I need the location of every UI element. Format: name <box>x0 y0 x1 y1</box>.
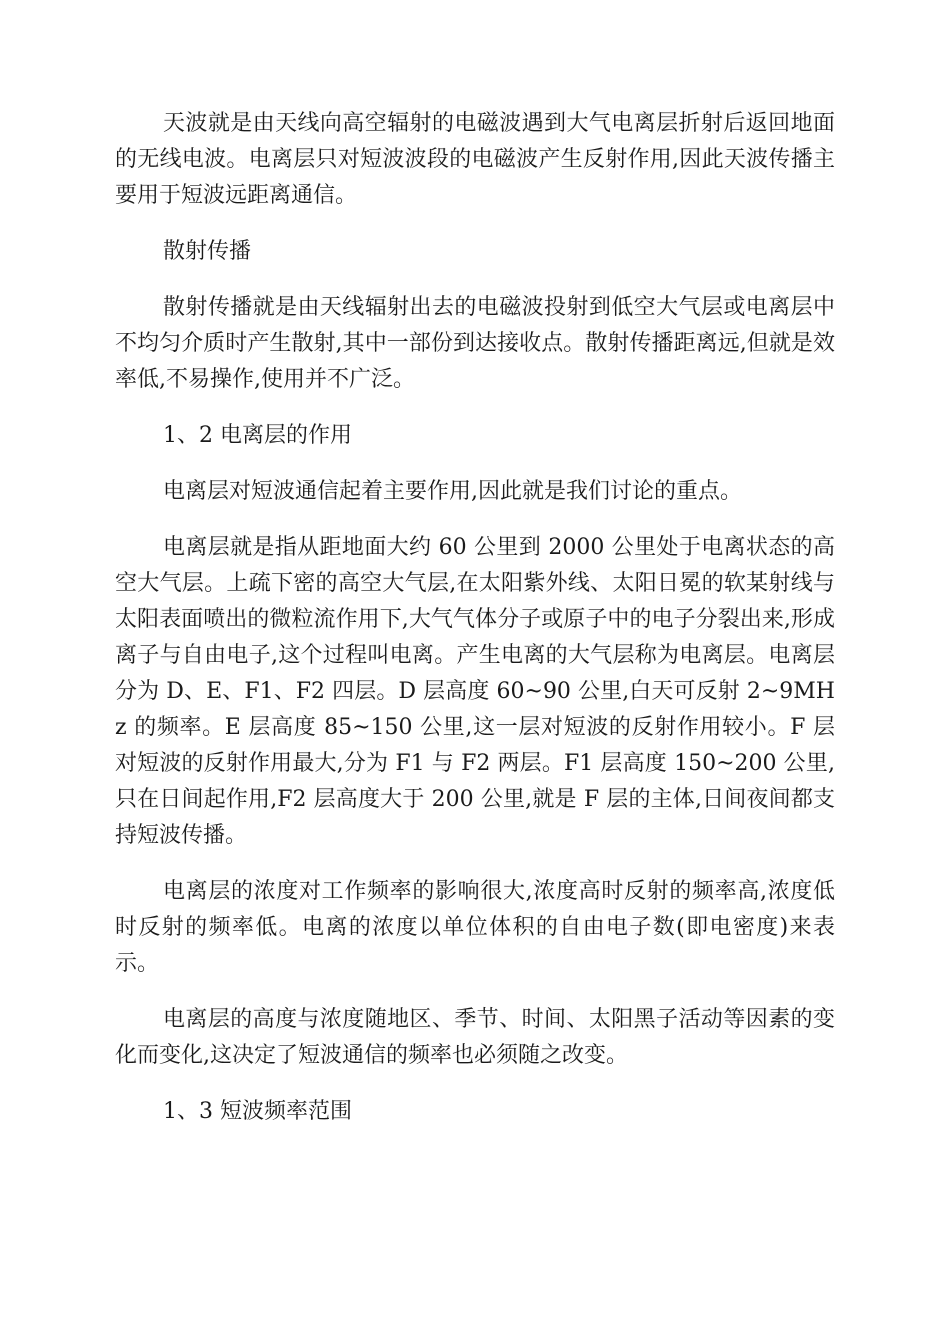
heading-scatter-propagation: 散射传播 <box>163 239 252 264</box>
paragraph-ionosphere-importance: 电离层对短波通信起着主要作用,因此就是我们讨论的重点。 <box>163 479 742 504</box>
heading-shortwave-frequency-range: 1、3 短波频率范围 <box>163 1099 352 1124</box>
paragraph-ionosphere-density: 电离层的浓度对工作频率的影响很大,浓度高时反射的频率高,浓度低时反射的频率低。电离的浓度以单位体积的自由电子数(即电密度)来表示。 <box>115 879 835 976</box>
paragraph-sky-wave: 天波就是由天线向高空辐射的电磁波遇到大气电离层折射后返回地面的无线电波。电离层只对短波波段的电磁波产生反射作用,因此天波传播主要用于短波远距离通信。 <box>115 111 835 208</box>
heading-ionosphere-role: 1、2 电离层的作用 <box>163 423 352 448</box>
paragraph-ionosphere-variation: 电离层的高度与浓度随地区、季节、时间、太阳黑子活动等因素的变化而变化,这决定了短波通信的频率也必须随之改变。 <box>115 1007 835 1068</box>
paragraph-scatter-propagation: 散射传播就是由天线辐射出去的电磁波投射到低空大气层或电离层中不均匀介质时产生散射,其中一部份到达接收点。散射传播距离远,但就是效率低,不易操作,使用并不广泛。 <box>115 295 835 392</box>
paragraph-ionosphere-definition: 电离层就是指从距地面大约 60 公里到 2000 公里处于电离状态的高空大气层。上疏下密的高空大气层,在太阳紫外线、太阳日冕的软某射线与太阳表面喷出的微粒流作用下,大气气体分子或原子中的电子分裂出来,形成离子与自由电子,这个过程叫电离。产生电离的大气层称为电离层。电离层分为 D、E、F1、F2 四层。D 层高度 60~90 公里,白天可反射 2~9MHz 的频率。E 层高度 85~150 公里,这一层对短波的反射作用较小。F 层对短波的反射作用最大,分为 F1 与 F2 两层。F1 层高度 150~200 公里,只在日间起作用,F2 层高度大于 200 公里,就是 F 层的主体,日间夜间都支持短波传播。 <box>115 535 835 848</box>
document-page <box>115 106 835 1150</box>
